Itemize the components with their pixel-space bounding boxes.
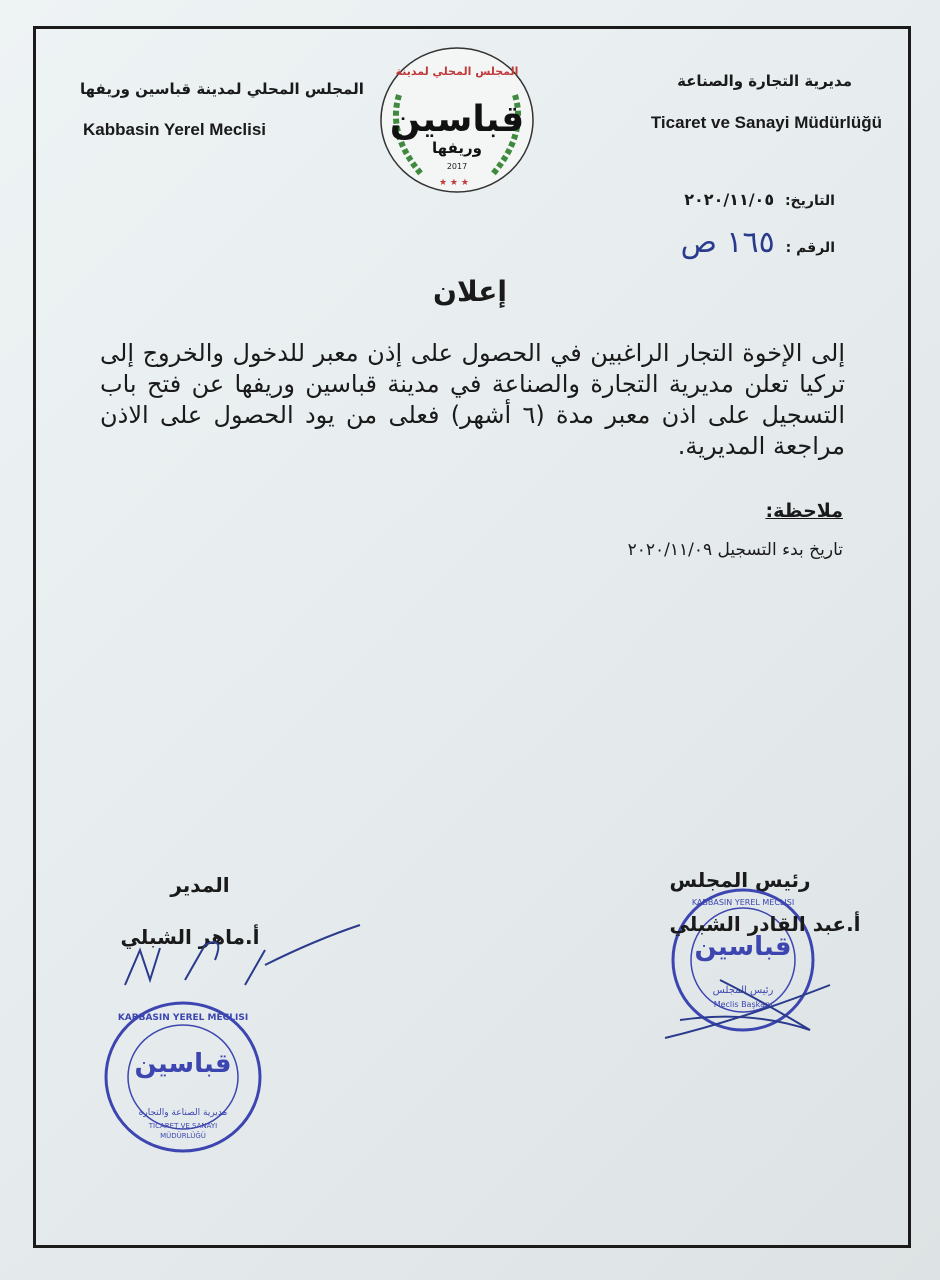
council-head-signature bbox=[660, 960, 840, 1050]
council-name-ar: المجلس المحلي لمدينة قباسين وريفها bbox=[80, 80, 364, 98]
svg-text:المجلس المحلي لمدينة: المجلس المحلي لمدينة bbox=[395, 65, 519, 78]
announcement-body: إلى الإخوة التجار الراغبين في الحصول على إذن معبر للدخول والخروج إلى تركيا تعلن مديرية التجارة والصناعة في مدينة قباسين وريفها عن فتح باب التسجيل على اذن معبر مدة (٦ أشهر) فعلى من يود الحصول على الاذن مراجعة المديرية. bbox=[100, 339, 845, 460]
directorate-name-en: Ticaret ve Sanayi Müdürlüğü bbox=[650, 113, 882, 132]
note-label: ملاحظة: bbox=[765, 500, 843, 522]
council-head-title: رئيس المجلس bbox=[669, 868, 811, 892]
announcement-title: إعلان bbox=[433, 275, 507, 308]
date-label: التاريخ: bbox=[784, 193, 835, 209]
svg-text:KABBASIN YEREL MECLISI: KABBASIN YEREL MECLISI bbox=[117, 1013, 249, 1023]
directorate-name-ar: مديرية التجارة والصناعة bbox=[677, 72, 852, 90]
director-name: أ.ماهر الشبلي bbox=[120, 925, 260, 949]
svg-text:KABBASIN YEREL MECLISI: KABBASIN YEREL MECLISI bbox=[691, 898, 795, 907]
svg-text:وريفها: وريفها bbox=[432, 139, 482, 157]
director-signature bbox=[115, 920, 365, 1000]
svg-text:2017: 2017 bbox=[446, 162, 468, 171]
director-title: المدير bbox=[170, 873, 230, 897]
council-logo bbox=[377, 45, 537, 195]
svg-text:مديرية الصناعة والتجارة: مديرية الصناعة والتجارة bbox=[138, 1108, 228, 1118]
date-value: ٢٠٢٠/١١/٠٥ bbox=[684, 190, 775, 209]
svg-text:قباسين: قباسين bbox=[134, 1049, 232, 1079]
svg-text:MÜDÜRLÜĞÜ: MÜDÜRLÜĞÜ bbox=[160, 1132, 206, 1140]
svg-text:Meclis Başkanı: Meclis Başkanı bbox=[713, 1000, 773, 1009]
svg-text:قباسين: قباسين bbox=[389, 99, 525, 140]
number-line bbox=[681, 225, 835, 260]
number-value: ١٦٥ ص bbox=[680, 225, 775, 260]
svg-text:رئيس المجلس: رئيس المجلس bbox=[712, 985, 774, 996]
council-name-en: Kabbasin Yerel Meclisi bbox=[83, 120, 266, 139]
number-label: الرقم : bbox=[785, 240, 835, 256]
svg-text:TICARET VE SANAYI: TICARET VE SANAYI bbox=[148, 1122, 218, 1130]
svg-text:★ ★ ★: ★ ★ ★ bbox=[439, 178, 469, 188]
registration-start-date: تاريخ بدء التسجيل ٢٠٢٠/١١/٠٩ bbox=[627, 540, 843, 560]
date-line bbox=[684, 190, 835, 209]
council-head-name: أ.عبد القادر الشبلي bbox=[669, 912, 861, 936]
svg-text:قباسين: قباسين bbox=[694, 932, 792, 962]
directorate-stamp bbox=[103, 1000, 263, 1155]
